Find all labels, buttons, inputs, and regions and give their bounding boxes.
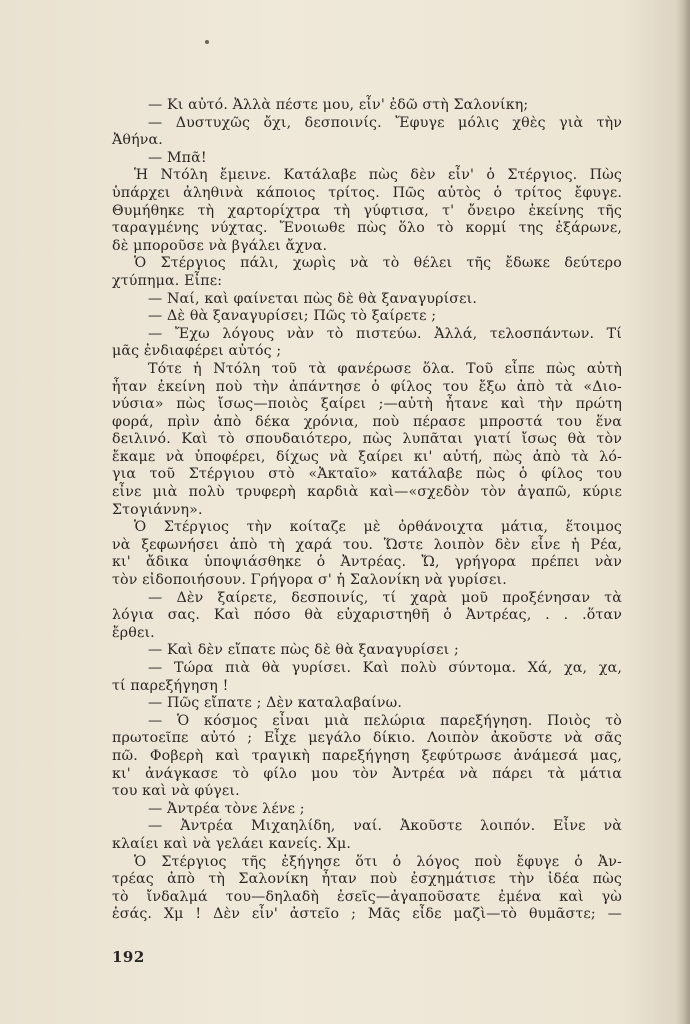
text-line: χτύπημα. Εἶπε: (112, 272, 223, 289)
text-line: τρέας ἀπὸ τὴ Σαλονίκη ἦταν ποὺ ἐσχημάτισε τὴν ἰδέα πὼς (112, 871, 622, 888)
text-line: Ὁ Στέργιος τὴν κοίταζε μὲ ὀρθάνοιχτα μάτια, ἕτοιμος (134, 519, 622, 536)
page-number: 192 (112, 948, 145, 966)
text-line: κι' ἀνάγκασε τὸ φίλο μου τὸν Ἀντρέα νὰ πάρει τὰ μάτια (112, 765, 622, 782)
text-line: — Κι αὐτό. Ἀλλὰ πέστε μου, εἶν' ἐδῶ στὴ Σαλονίκη; (148, 97, 529, 113)
text-line: ἦταν ἐκείνη ποὺ τὴν ἀπάντησε ὁ φίλος του ἔξω ἀπὸ τὰ «Διο- (112, 378, 622, 395)
text-line: — Ἀντρέα τὸνε λένε ; (148, 800, 305, 817)
text-line: — Ναί, καὶ φαίνεται πὼς δὲ θὰ ξαναγυρίσει. (148, 290, 478, 307)
text-line: πῶ. Φοβερὴ καὶ τραγικὴ παρεξήγηση ξεφύτρωσε ἀνάμεσά μας, (112, 747, 622, 764)
text-line: Τότε ἡ Ντόλη τοῦ τὰ φανέρωσε ὅλα. Τοῦ εἶπε πὼς αὐτὴ (148, 360, 622, 377)
page-body-text (112, 97, 622, 924)
text-line: Ὁ Στέργιος πάλι, χωρὶς νὰ τὸ θέλει τῆς ἔδωκε δεύτερο (134, 255, 622, 272)
text-line: πρωτοεῖπε αὐτό ; Εἶχε μεγάλο δίκιο. Λοιπὸν ἀκοῦστε νὰ σᾶς (112, 730, 622, 747)
text-line: — Δὲν ξαίρετε, δεσποινίς, τί χαρὰ μοῦ προξένησαν τὰ (148, 589, 622, 606)
text-line: ἔκαμε νὰ ὑποφέρει, δίχως νὰ ξαίρει κι' αὐτή, πὼς ἀπὸ τὰ λό- (112, 448, 622, 465)
text-line: ταραγμένης νύχτας. Ἔνοιωθε πὼς ὅλο τὸ κορμί της ἐξάρωνε, (112, 220, 622, 237)
text-line: εἶνε μιὰ πολὺ τρυφερὴ καρδιὰ καὶ—«σχεδὸν τὸν ἀγαπῶ, κύριε (112, 484, 622, 501)
text-line: κλαίει καὶ νὰ γελάει κανείς. Χμ. (112, 835, 352, 852)
text-line: δειλινό. Καὶ τὸ σπουδαιότερο, πὼς λυπᾶται γιατί ἴσως θὰ τὸν (112, 431, 622, 448)
ink-speck (205, 40, 209, 44)
text-line: για τοῦ Στέργιου στὸ «Ἀκταῖο» κατάλαβε πὼς ὁ φίλος του (112, 466, 622, 483)
text-line: Ὁ Στέργιος τῆς ἐξήγησε ὅτι ὁ λόγος ποὺ ἔφυγε ὁ Ἀν- (134, 853, 622, 870)
text-line: Ἀθήνα. (112, 132, 163, 149)
text-line: ἔρθει. (112, 624, 155, 641)
text-line: κι' ἄδικα ὑποψιάσθηκε ὁ Ἀντρέας. Ὤ, γρήγορα πρέπει νὰν (112, 554, 622, 571)
text-line: — Δὲ θὰ ξαναγυρίσει; Πῶς τὸ ξαίρετε ; (148, 308, 437, 325)
text-line: νὰ ξεφωνήσει ἀπὸ τὴ χαρά του. Ὥστε λοιπὸν δὲν εἶνε ἡ Ρέα, (112, 536, 622, 553)
text-line: τὸ ἴνδαλμά του—δηλαδὴ ἐσεῖς—ἀγαποῦσατε ἐμένα καὶ γὼ (112, 888, 622, 905)
text-line: — Δυστυχῶς ὄχι, δεσποινίς. Ἔφυγε μόλις χθὲς γιὰ τὴν (148, 114, 622, 131)
text-line: — Πῶς εἴπατε ; Δὲν καταλαβαίνω. (148, 695, 403, 712)
text-line: — Τώρα πιὰ θὰ γυρίσει. Καὶ πολὺ σύντομα. Χά, χα, χα, (148, 660, 622, 676)
text-line: νύσια» πὼς ἴσως—ποιὸς ξαίρει ;—αὐτὴ ἦτανε καὶ τὴν πρώτη (112, 396, 622, 413)
text-line: Θυμήθηκε τὴ χαρτορίχτρα τὴ γύφτισα, τ' ὄνειρο ἐκείνης τῆς (112, 202, 622, 219)
text-line: του καὶ νὰ φύγει. (112, 783, 240, 800)
text-line: — Μπᾶ! (148, 149, 207, 166)
text-line: — Ὁ κόσμος εἶναι μιὰ πελώρια παρεξήγηση. Ποιὸς τὸ (148, 712, 622, 729)
text-line: ὑπάρχει ἀληθινὰ κάποιος τρίτος. Πῶς αὐτὸς ὁ τρίτος ἔφυγε. (112, 184, 622, 201)
text-line: — Ἀντρέα Μιχαηλίδη, ναί. Ἀκοῦστε λοιπόν. Εἶνε νὰ (148, 818, 622, 835)
text-line: λόγια σας. Καὶ πόσο θὰ εὐχαριστηθῆ ὁ Ἀντρέας, . . .ὅταν (112, 607, 622, 624)
text-line: — Ἔχω λόγους νὰν τὸ πιστεύω. Ἀλλά, τελοσπάντων. Τί (148, 325, 622, 342)
text-line: μᾶς ἐνδιαφέρει αὐτός ; (112, 343, 282, 360)
text-line: — Καὶ δὲν εἴπατε πὼς δὲ θὰ ξαναγυρίσει ; (148, 642, 459, 659)
text-line: δὲ μποροῦσε νὰ βγάλει ἄχνα. (112, 237, 328, 254)
text-line: Στογιάννη». (112, 501, 203, 518)
text-line: τί παρεξήγηση ! (112, 677, 229, 694)
text-line: τὸν εἰδοποιήσουν. Γρήγορα σ' ἡ Σαλονίκη νὰ γυρίσει. (112, 572, 507, 589)
text-line: ἐσάς. Χμ ! Δὲν εἶν' ἀστεῖο ; Μᾶς εἶδε μαζὶ—τὸ θυμᾶστε; — (112, 906, 622, 923)
page-edge-shadow (676, 0, 690, 1024)
text-line: Ἡ Ντόλη ἔμεινε. Κατάλαβε πὼς δὲν εἶν' ὁ Στέργιος. Πὼς (134, 167, 622, 184)
text-line: φορά, πρὶν ἀπὸ δέκα χρόνια, ποὺ πέρασε μπροστά του ἕνα (112, 413, 622, 430)
